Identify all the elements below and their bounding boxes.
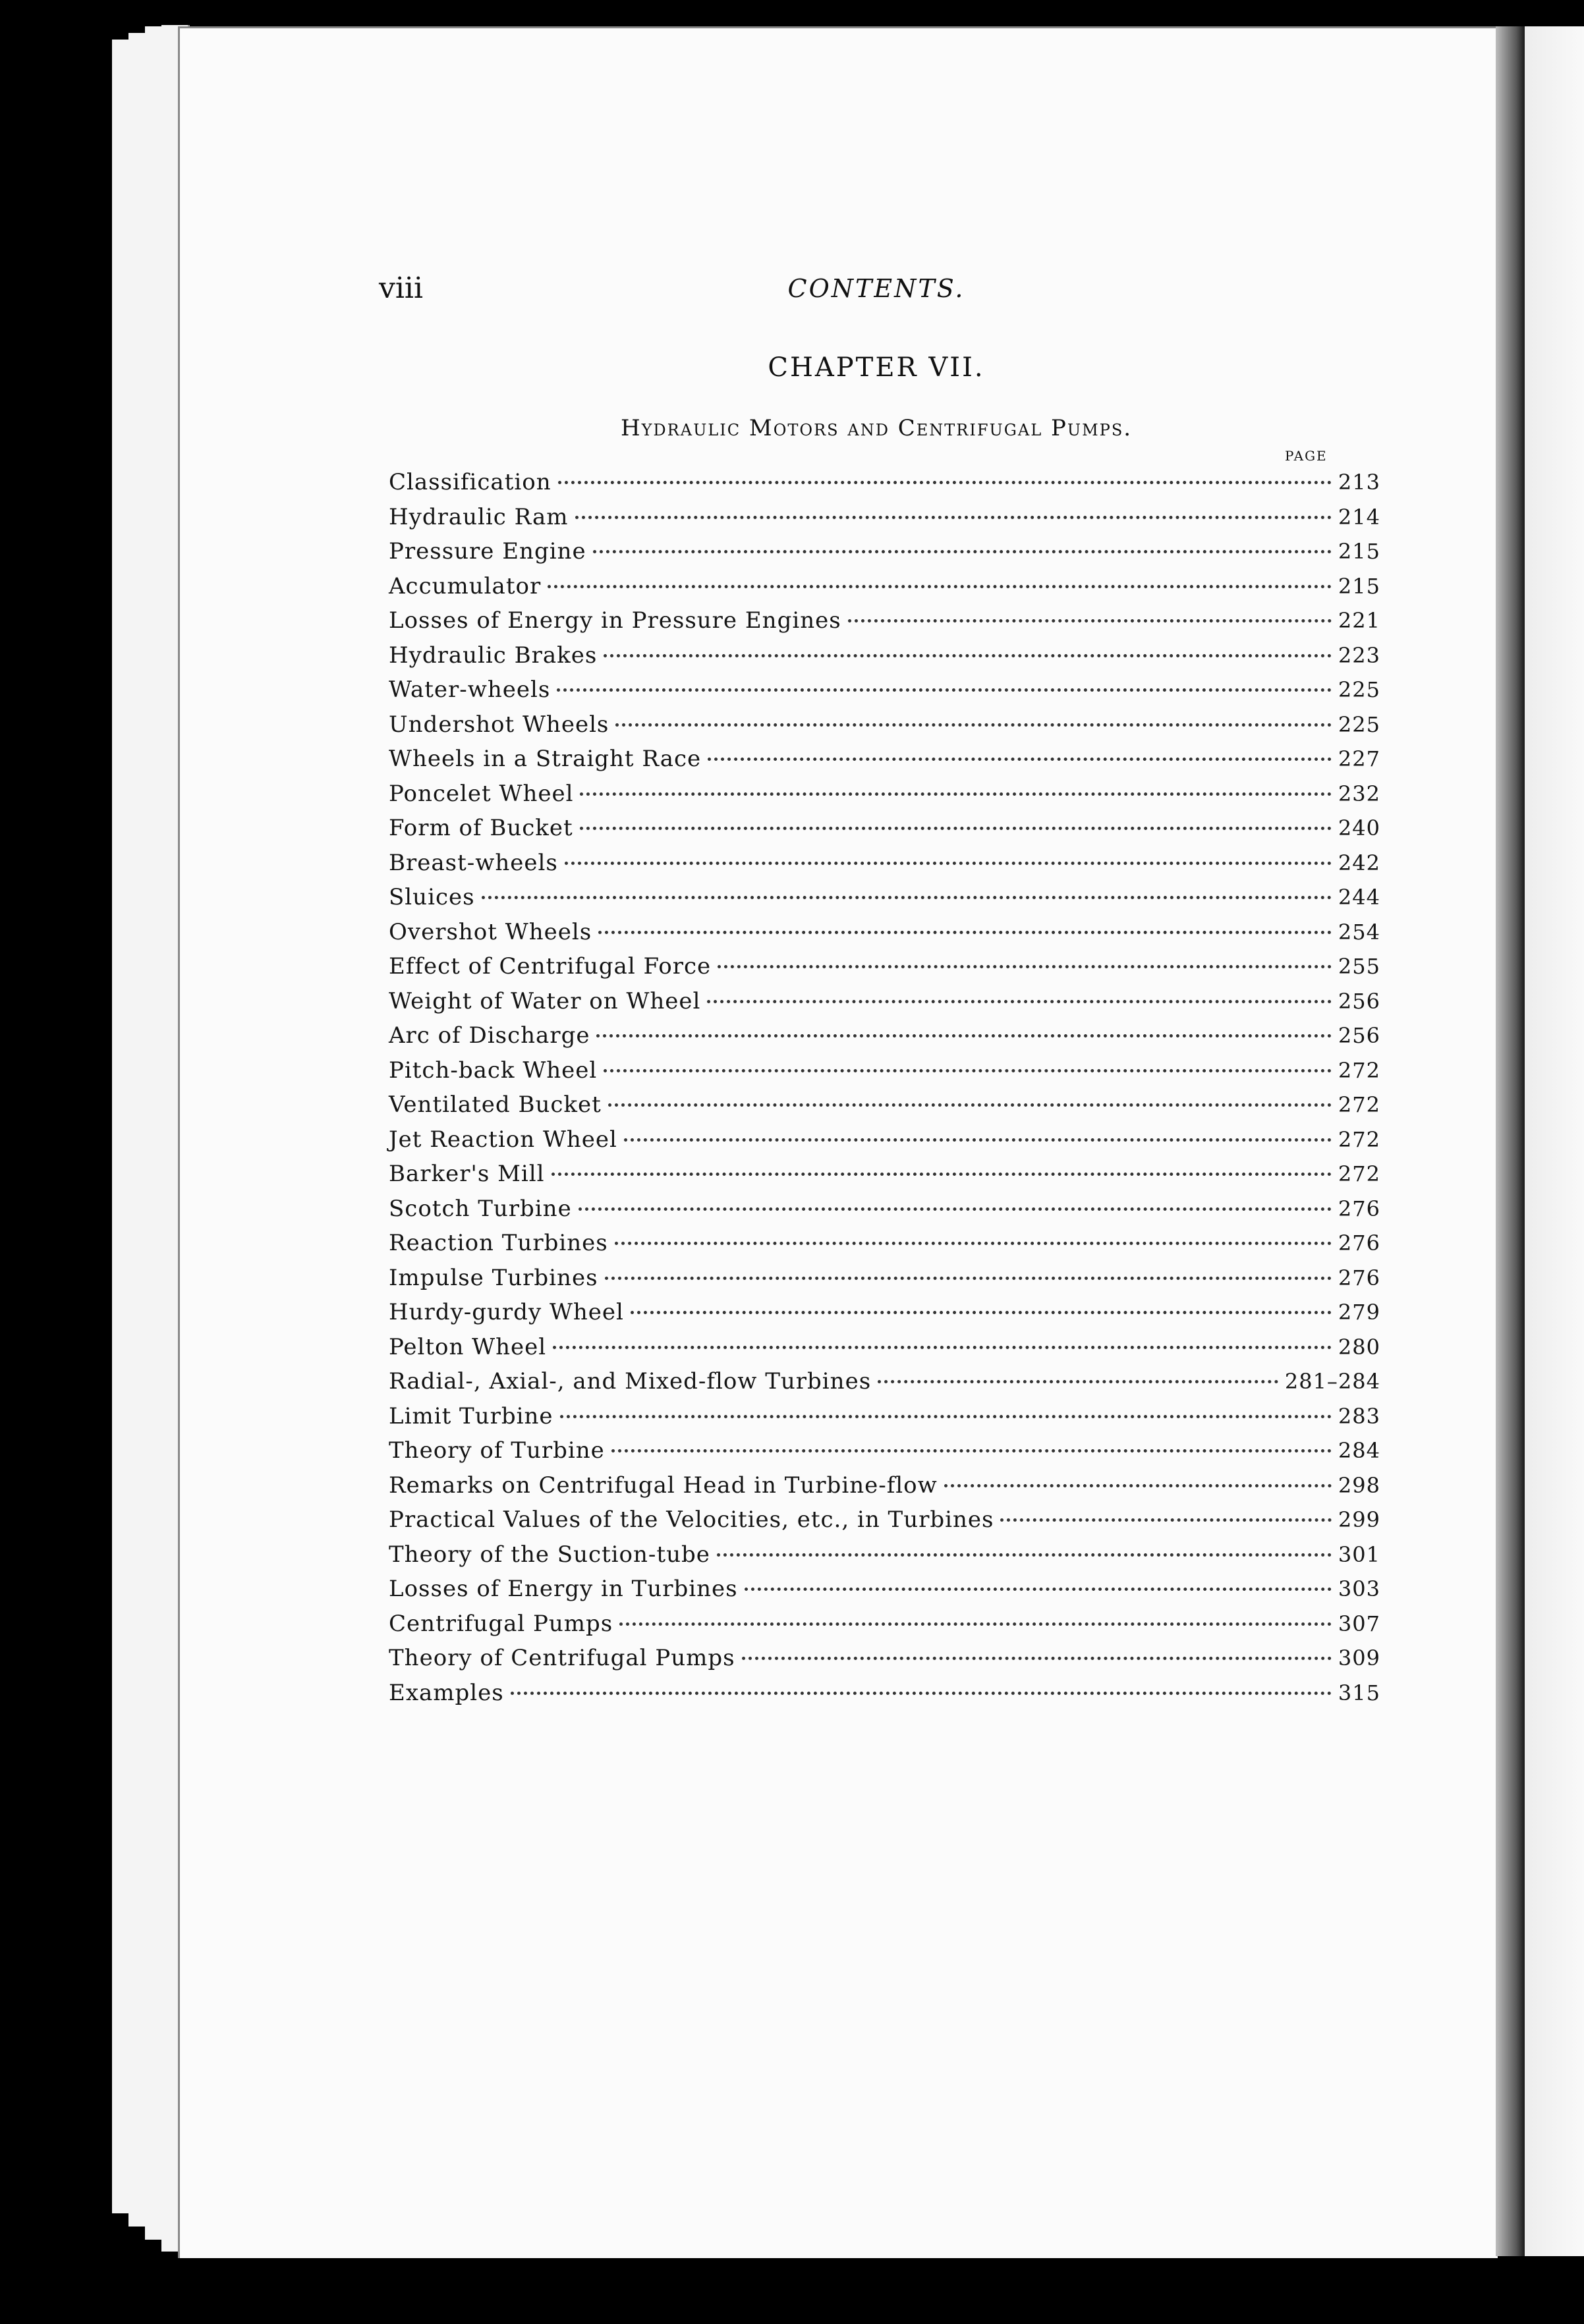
dot-leader	[605, 1277, 1332, 1280]
entry-page: 272	[1338, 1126, 1380, 1152]
entry-title: Remarks on Centrifugal Head in Turbine-flow	[389, 1472, 938, 1499]
dot-leader	[708, 758, 1332, 761]
entry-title: Classification	[389, 469, 552, 495]
entry-page: 280	[1338, 1334, 1380, 1360]
dot-leader	[580, 827, 1332, 830]
contents-entry	[389, 919, 1380, 954]
dot-leader	[553, 1346, 1332, 1349]
dot-leader	[511, 1692, 1332, 1695]
entry-title: Breast-wheels	[389, 849, 558, 876]
dot-leader	[619, 1622, 1332, 1626]
dot-leader	[624, 1138, 1332, 1142]
entry-page: 227	[1338, 746, 1380, 771]
contents-entry	[389, 884, 1380, 919]
entry-title: Scotch Turbine	[389, 1195, 572, 1222]
entry-title: Radial-, Axial-, and Mixed-flow Turbines	[389, 1368, 872, 1395]
contents-entry	[389, 988, 1380, 1023]
entry-title: Reaction Turbines	[389, 1230, 608, 1256]
entry-page: 272	[1338, 1092, 1380, 1117]
dot-leader	[608, 1103, 1332, 1107]
dot-leader	[1000, 1518, 1331, 1522]
contents-entry	[389, 1299, 1380, 1334]
entry-title: Practical Values of the Velocities, etc., in Turbines	[389, 1507, 994, 1533]
dot-leader	[596, 1034, 1331, 1038]
contents-entry	[389, 781, 1380, 816]
entry-title: Hydraulic Ram	[389, 503, 569, 530]
dot-leader	[482, 896, 1332, 899]
entry-title: Losses of Energy in Turbines	[389, 1576, 738, 1602]
entry-page: 255	[1338, 954, 1380, 979]
contents-entry	[389, 1680, 1380, 1715]
contents-entry	[389, 1645, 1380, 1680]
entry-page: 213	[1338, 470, 1380, 495]
entry-page: 276	[1338, 1196, 1380, 1221]
binding-shadow	[1496, 26, 1525, 2256]
entry-page: 215	[1338, 539, 1380, 564]
entry-title: Examples	[389, 1679, 504, 1706]
contents-entry	[389, 711, 1380, 746]
entry-page: 284	[1338, 1438, 1380, 1463]
dot-leader	[707, 1000, 1332, 1003]
dot-leader	[604, 654, 1332, 657]
entry-page: 240	[1338, 816, 1380, 841]
entry-title: Pitch-back Wheel	[389, 1057, 598, 1084]
contents-entry	[389, 1126, 1380, 1161]
contents-entry	[389, 677, 1380, 711]
dot-leader	[548, 585, 1332, 588]
dot-leader	[944, 1484, 1332, 1487]
entry-title: Overshot Wheels	[389, 918, 592, 945]
running-title: CONTENTS.	[787, 274, 965, 303]
entry-page: 298	[1338, 1472, 1380, 1498]
contents-entry	[389, 1092, 1380, 1126]
dot-leader	[598, 931, 1332, 934]
dot-leader	[717, 1553, 1332, 1557]
contents-entry	[389, 1403, 1380, 1438]
contents-entry	[389, 815, 1380, 850]
dot-leader	[742, 1657, 1332, 1660]
entry-page: 225	[1338, 711, 1380, 737]
entry-page: 315	[1338, 1680, 1380, 1705]
dot-leader	[558, 481, 1332, 484]
contents-entry	[389, 573, 1380, 608]
contents-list	[389, 469, 1380, 1714]
contents-entry	[389, 1541, 1380, 1576]
dot-leader	[615, 723, 1332, 727]
entry-page: 256	[1338, 988, 1380, 1014]
entry-page: 272	[1338, 1161, 1380, 1186]
dot-leader	[604, 1069, 1332, 1072]
contents-entry	[389, 1611, 1380, 1646]
contents-entry	[389, 469, 1380, 504]
entry-title: Sluices	[389, 884, 475, 910]
dot-leader	[593, 550, 1332, 553]
entry-title: Arc of Discharge	[389, 1022, 590, 1049]
entry-title: Losses of Energy in Pressure Engines	[389, 607, 841, 634]
dot-leader	[565, 862, 1332, 865]
chapter-heading: CHAPTER VII.	[768, 352, 985, 383]
entry-title: Barker's Mill	[389, 1161, 545, 1187]
contents-entry	[389, 1057, 1380, 1092]
entry-title: Pelton Wheel	[389, 1333, 547, 1360]
dot-leader	[615, 1242, 1332, 1245]
contents-entry	[389, 1196, 1380, 1231]
entry-page: 256	[1338, 1023, 1380, 1048]
entry-page: 299	[1338, 1507, 1380, 1532]
entry-page: 281–284	[1284, 1369, 1380, 1394]
contents-entry	[389, 1161, 1380, 1196]
entry-title: Hydraulic Brakes	[389, 642, 598, 669]
entry-title: Hurdy-gurdy Wheel	[389, 1299, 624, 1325]
entry-page: 223	[1338, 642, 1380, 668]
dot-leader	[718, 965, 1332, 968]
page-number: viii	[379, 271, 424, 305]
dot-leader	[611, 1449, 1332, 1452]
contents-entry	[389, 607, 1380, 642]
entry-title: Jet Reaction Wheel	[389, 1126, 617, 1153]
contents-entry	[389, 850, 1380, 885]
entry-page: 214	[1338, 504, 1380, 530]
entry-page: 215	[1338, 573, 1380, 599]
entry-page: 301	[1338, 1541, 1380, 1567]
entry-page: 276	[1338, 1231, 1380, 1256]
entry-title: Theory of the Suction-tube	[389, 1541, 710, 1568]
entry-title: Form of Bucket	[389, 815, 573, 841]
dot-leader	[557, 688, 1332, 692]
entry-page: 309	[1338, 1646, 1380, 1671]
entry-title: Undershot Wheels	[389, 711, 609, 738]
contents-entry	[389, 1334, 1380, 1369]
entry-page: 225	[1338, 677, 1380, 702]
entry-page: 283	[1338, 1403, 1380, 1429]
entry-title: Poncelet Wheel	[389, 780, 574, 807]
contents-entry	[389, 953, 1380, 988]
page-column-label: PAGE	[1285, 448, 1328, 464]
contents-entry	[389, 746, 1380, 781]
facing-page-edge	[1525, 26, 1584, 2256]
entry-page: 244	[1338, 885, 1380, 910]
contents-entry	[389, 1507, 1380, 1541]
dot-leader	[579, 1207, 1332, 1211]
dot-leader	[560, 1415, 1332, 1418]
contents-entry	[389, 1437, 1380, 1472]
entry-title: Effect of Centrifugal Force	[389, 953, 712, 980]
entry-page: 272	[1338, 1057, 1380, 1083]
entry-title: Centrifugal Pumps	[389, 1610, 613, 1637]
entry-title: Weight of Water on Wheel	[389, 987, 701, 1014]
entry-title: Theory of Centrifugal Pumps	[389, 1645, 735, 1671]
contents-entry	[389, 1265, 1380, 1300]
entry-page: 307	[1338, 1611, 1380, 1636]
contents-entry	[389, 1368, 1380, 1403]
dot-leader	[848, 619, 1332, 622]
entry-title: Accumulator	[389, 572, 542, 599]
entry-title: Water-wheels	[389, 677, 551, 703]
entry-page: 242	[1338, 850, 1380, 875]
contents-entry	[389, 1022, 1380, 1057]
entry-page: 232	[1338, 781, 1380, 806]
entry-page: 254	[1338, 919, 1380, 945]
contents-entry	[389, 1472, 1380, 1507]
dot-leader	[631, 1311, 1332, 1314]
contents-entry	[389, 538, 1380, 573]
entry-page: 279	[1338, 1300, 1380, 1325]
entry-title: Limit Turbine	[389, 1402, 553, 1429]
contents-entry	[389, 1576, 1380, 1611]
entry-page: 276	[1338, 1265, 1380, 1290]
entry-title: Theory of Turbine	[389, 1437, 605, 1464]
entry-title: Wheels in a Straight Race	[389, 746, 702, 772]
dot-leader	[575, 516, 1332, 519]
entry-title: Impulse Turbines	[389, 1264, 598, 1291]
entry-page: 303	[1338, 1576, 1380, 1601]
entry-title: Pressure Engine	[389, 538, 586, 565]
entry-title: Ventilated Bucket	[389, 1092, 602, 1118]
contents-entry	[389, 1230, 1380, 1265]
chapter-title: Hydraulic Motors and Centrifugal Pumps.	[620, 415, 1133, 441]
dot-leader	[552, 1173, 1332, 1176]
dot-leader	[745, 1588, 1332, 1591]
contents-entry	[389, 504, 1380, 539]
running-head	[379, 271, 1374, 311]
contents-entry	[389, 642, 1380, 677]
dot-leader	[878, 1380, 1278, 1383]
dot-leader	[580, 792, 1331, 796]
entry-page: 221	[1338, 608, 1380, 633]
